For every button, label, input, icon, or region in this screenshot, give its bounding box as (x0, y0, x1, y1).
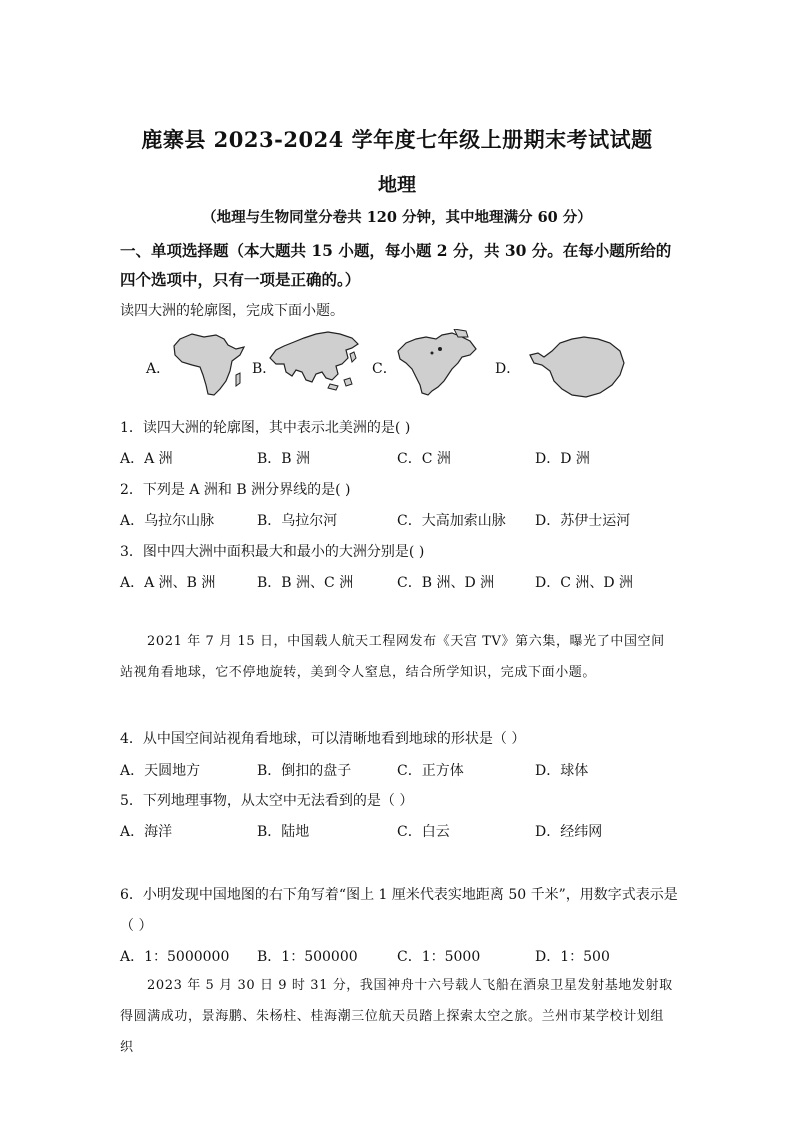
question-3-stem: 3．图中四大洲中面积最大和最小的大洲分别是( ) (120, 544, 425, 560)
question-6-stem: 6．小明发现中国地图的右下角写着“图上 1 厘米代表实地距离 50 千米”，用数字式表示是 (120, 887, 678, 903)
subject-title: 地理 (377, 174, 416, 196)
q6-option-b[interactable]: B．1：500000 (257, 949, 358, 965)
section-heading: 一、单项选择题（本大题共 15 小题，每小题 2 分，共 30 分。在每小题所给的四个选项中，只有一项是正确的。） (120, 241, 672, 289)
q6-option-a[interactable]: A．1：5000000 (120, 949, 230, 965)
q1-option-d[interactable]: D．D 洲 (535, 451, 590, 467)
q2-option-d[interactable]: D．苏伊士运河 (535, 513, 631, 529)
q1-option-a[interactable]: A．A 洲 (120, 451, 173, 467)
exam-title: 鹿寨县 2023-2024 学年度七年级上册期末考试试题 (141, 127, 653, 152)
q5-option-b[interactable]: B．陆地 (257, 824, 310, 840)
q6-option-d[interactable]: D．1：500 (535, 949, 610, 965)
q3-option-a[interactable]: A．A 洲、B 洲 (120, 575, 216, 591)
q4-option-c[interactable]: C．正方体 (397, 763, 464, 779)
map-label-b: B． (252, 361, 277, 377)
q5-option-a[interactable]: A．海洋 (120, 824, 173, 840)
asia-icon (266, 328, 362, 398)
q1-option-b[interactable]: B．B 洲 (257, 451, 311, 467)
q4-option-b[interactable]: B．倒扣的盘子 (257, 763, 352, 779)
q3-option-d[interactable]: D．C 洲、D 洲 (535, 575, 634, 591)
q5-option-d[interactable]: D．经纬网 (535, 824, 603, 840)
passage-shenzhou: 2023 年 5 月 30 日 9 时 31 分，我国神舟十六号载人飞船在酒泉卫星发射基地发射取得圆满成功，景海鹏、朱杨柱、桂海潮三位航天员踏上探索太空之旅。兰州市某学校计划组织 (120, 978, 673, 1055)
q6-option-c[interactable]: C．1：5000 (397, 949, 481, 965)
question-2-stem: 2．下列是 A 洲和 B 洲分界线的是( ) (120, 482, 351, 498)
q1-option-c[interactable]: C．C 洲 (397, 451, 451, 467)
q2-option-a[interactable]: A．乌拉尔山脉 (120, 513, 215, 529)
antarctica-icon (526, 333, 626, 403)
map-label-c: C． (372, 361, 397, 377)
exam-note: （地理与生物同堂分卷共 120 分钟，其中地理满分 60 分） (202, 209, 592, 226)
q3-option-c[interactable]: C．B 洲、D 洲 (397, 575, 495, 591)
map-instruction: 读四大洲的轮廓图，完成下面小题。 (120, 303, 344, 319)
map-label-d: D． (495, 361, 521, 377)
q3-option-b[interactable]: B．B 洲、C 洲 (257, 575, 354, 591)
question-4-stem: 4．从中国空间站视角看地球，可以清晰地看到地球的形状是（ ） (120, 731, 526, 747)
q5-option-c[interactable]: C．白云 (397, 824, 450, 840)
q2-option-c[interactable]: C．大高加索山脉 (397, 513, 506, 529)
question-1-stem: 1．读四大洲的轮廓图，其中表示北美洲的是( ) (120, 420, 411, 436)
question-5-stem: 5．下列地理事物，从太空中无法看到的是（ ） (120, 793, 414, 809)
q2-option-b[interactable]: B．乌拉尔河 (257, 513, 338, 529)
q4-option-d[interactable]: D．球体 (535, 763, 589, 779)
passage-space-station: 2021 年 7 月 15 日，中国载人航天工程网发布《天宫 TV》第六集，曝光了中国空间站视角看地球，它不停地旋转，美到令人窒息，结合所学知识，完成下面小题。 (120, 634, 665, 680)
north-america-icon (392, 329, 482, 401)
question-6-stem-blank: （ ） (120, 918, 153, 934)
africa-icon (170, 331, 250, 399)
q4-option-a[interactable]: A．天圆地方 (120, 763, 201, 779)
map-label-a: A． (146, 361, 171, 377)
